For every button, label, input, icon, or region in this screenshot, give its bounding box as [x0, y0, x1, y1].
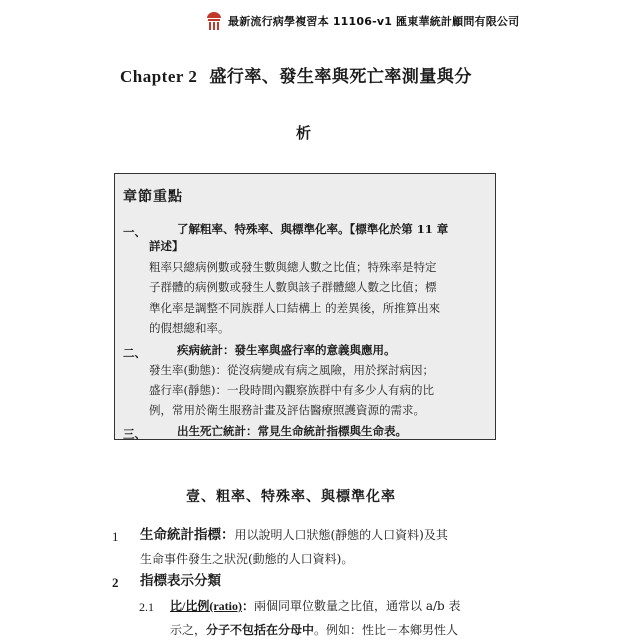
term-colon: ：: [241, 599, 254, 613]
key-point-body: 發生率(動態)：從沒病變成有病之風險，用於探討病因；: [149, 363, 434, 377]
page-header: [205, 10, 519, 32]
paragraph-line: [170, 600, 461, 612]
paragraph-line: [140, 529, 448, 543]
chapter-title-continued: 析: [296, 124, 312, 142]
chapter-title: [120, 62, 472, 87]
key-point-title: 疾病統計：發生率與盛行率的意義與應用。: [177, 343, 396, 357]
term: 比/比例(ratio): [170, 599, 242, 613]
chapter-number: Chapter 2: [120, 67, 198, 86]
header-text: 最新流行病學複習本 11106-v1 匯東華統計顧問有限公司: [228, 15, 520, 28]
term: 指標表示分類: [140, 573, 221, 589]
term: 生命統計指標：: [140, 527, 235, 543]
key-points-heading: 章節重點: [123, 189, 183, 205]
chapter-title-main: 盛行率、發生率與死亡率測量與分: [209, 67, 472, 87]
key-point-body: 的假想總和率。: [149, 321, 230, 335]
key-point-number: 二、: [123, 346, 146, 360]
key-point-body: 盛行率(靜態)：一段時間內觀察族群中有多少人有病的比: [149, 383, 434, 397]
section-heading: 壹、粗率、特殊率、與標準化率: [186, 489, 396, 505]
key-point-number: 一、: [123, 225, 146, 239]
key-point-title: 詳述】: [149, 239, 184, 253]
key-point-body: 例，常用於衛生服務計畫及評估醫療照護資源的需求。: [149, 403, 425, 417]
emphasis-text: 分子不包括在分母中: [206, 623, 315, 637]
key-point-number: 三、: [123, 427, 146, 441]
paragraph-text: 兩個同單位數量之比值，通常以 a/b 表: [254, 599, 461, 613]
paragraph-text: 。例如：性比－本鄉男性人: [314, 623, 459, 637]
key-point-body: 準化率是調整不同族群人口結構上 的差異後，所推算出來: [149, 301, 441, 315]
key-points-box: [114, 173, 496, 440]
paragraph-line: [170, 624, 458, 636]
paragraph-number: 1: [112, 529, 119, 544]
publisher-logo-icon: [205, 10, 223, 32]
paragraph-text: 用以說明人口狀態(靜態的人口資料)及其: [234, 528, 448, 542]
paragraph-number: 2.1: [139, 600, 154, 614]
key-point-title: 出生死亡統計：常見生命統計指標與生命表。: [177, 424, 407, 438]
paragraph-line: 生命事件發生之狀況(動態的人口資料)。: [140, 552, 354, 566]
paragraph-number: 2: [112, 575, 119, 590]
key-point-title: 了解粗率、特殊率、與標準化率。【標準化於第 11 章: [177, 222, 449, 236]
key-point-body: 子群體的病例數或發生人數與該子群體總人數之比值；標: [149, 280, 437, 294]
key-point-body: 粗率只總病例數或發生數與總人數之比值；特殊率是特定: [149, 260, 437, 274]
paragraph-text: 示之，: [170, 623, 207, 637]
